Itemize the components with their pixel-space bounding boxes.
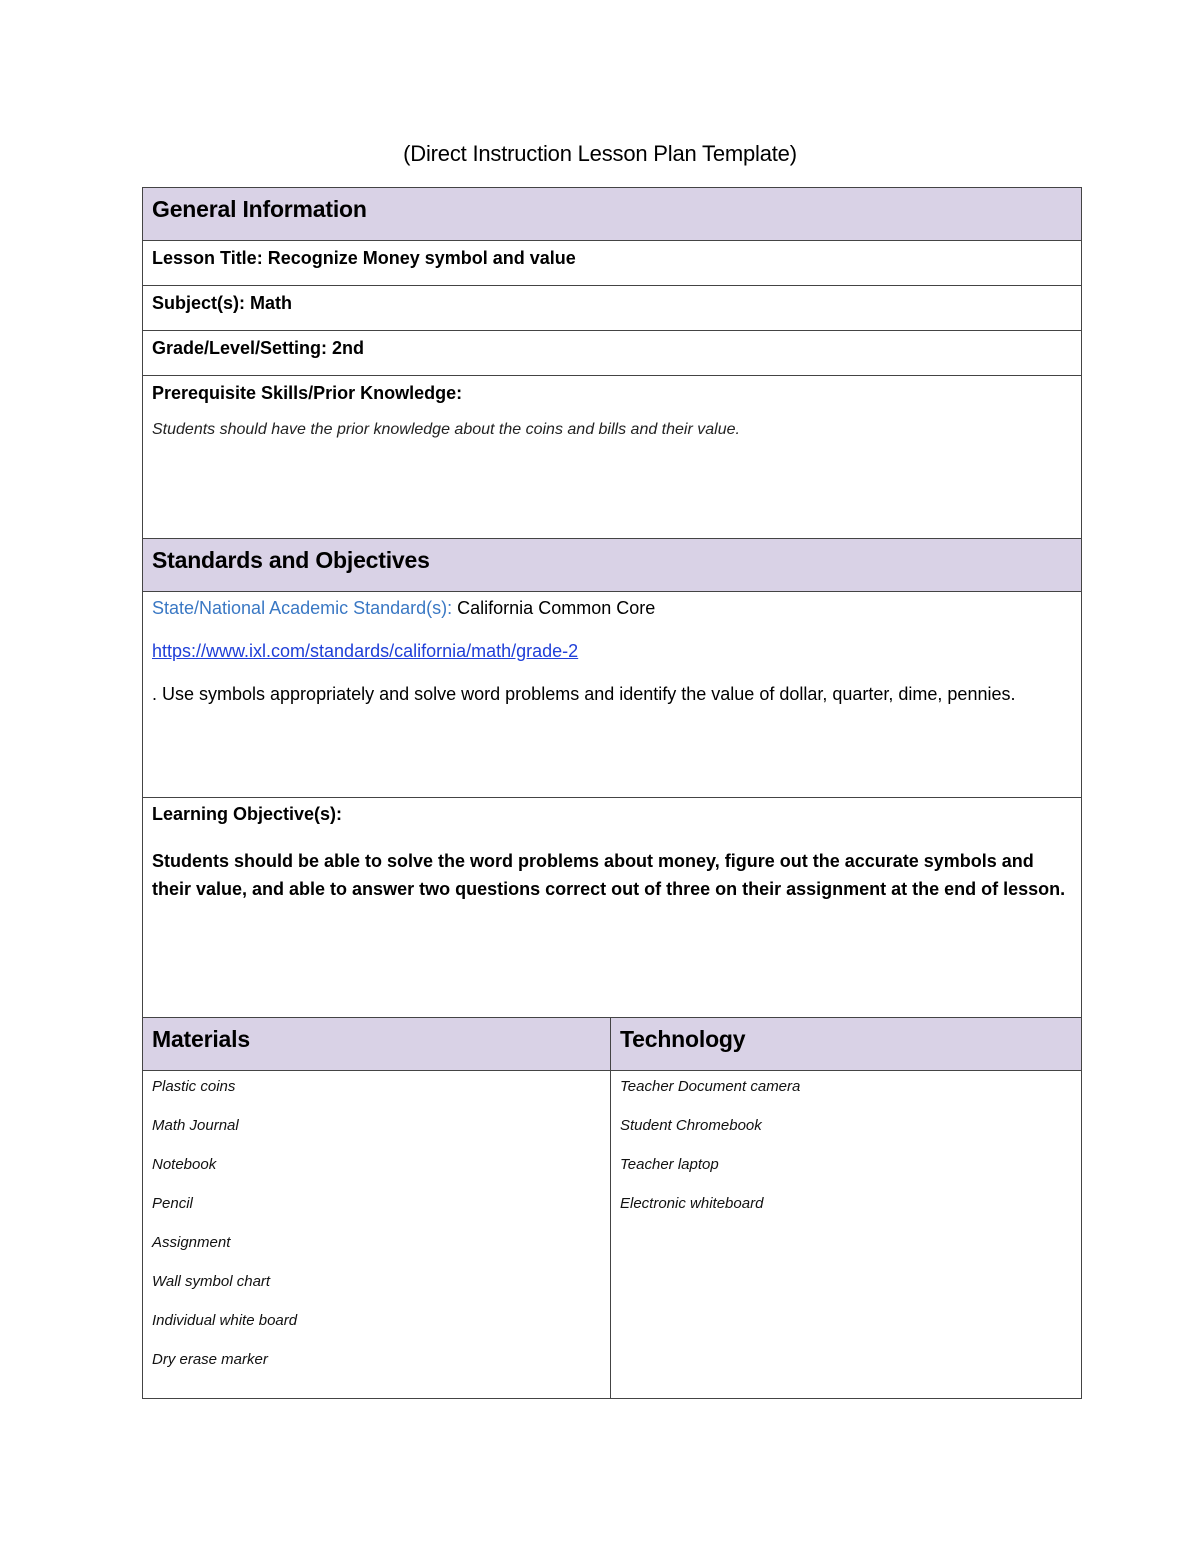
learning-objectives-label: Learning Objective(s): (152, 804, 343, 824)
list-item: Plastic coins (152, 1078, 236, 1095)
list-item: Electronic whiteboard (620, 1195, 764, 1212)
lesson-title: Lesson Title: Recognize Money symbol and value (152, 248, 576, 268)
materials-heading: Materials (152, 1026, 250, 1052)
subjects: Subject(s): Math (152, 293, 293, 313)
page-title: (Direct Instruction Lesson Plan Template) (403, 141, 797, 166)
general-information-header (143, 188, 1082, 241)
list-item: Notebook (152, 1156, 217, 1173)
subjects-row (143, 286, 1082, 331)
prerequisite-label: Prerequisite Skills/Prior Knowledge: (152, 383, 463, 403)
list-item: Teacher Document camera (620, 1078, 801, 1095)
list-item: Dry erase marker (152, 1351, 268, 1368)
prerequisite-row (143, 376, 1082, 539)
learning-objectives-row (143, 798, 1082, 1018)
grade-level-setting: Grade/Level/Setting: 2nd (152, 338, 365, 358)
lesson-plan-table (142, 187, 1082, 1399)
grade-row (143, 331, 1082, 376)
list-item: Student Chromebook (620, 1117, 762, 1134)
technology-header (611, 1018, 1082, 1071)
list-item: Assignment (152, 1234, 231, 1251)
general-information-heading: General Information (152, 196, 367, 222)
standards-link[interactable]: https://www.ixl.com/standards/california/math/grade-2 (152, 641, 579, 661)
list-item: Math Journal (152, 1117, 239, 1134)
technology-heading: Technology (620, 1026, 746, 1052)
standard-line (152, 592, 1072, 619)
standard-description: . Use symbols appropriately and solve word problems and identify the value of dollar, quarter, dime, pennies. (152, 684, 1016, 704)
list-item: Wall symbol chart (152, 1273, 271, 1290)
learning-objectives-value: Students should be able to solve the word problems about money, figure out the accurate symbols and their value, and able to answer two questions correct out of three on their assignment at the end of lesson. (152, 851, 1066, 899)
materials-header (143, 1018, 611, 1071)
technology-list (620, 1071, 1072, 1232)
list-item: Pencil (152, 1195, 193, 1212)
materials-list-cell (143, 1071, 611, 1399)
standards-objectives-header (143, 539, 1082, 592)
standard-label: State/National Academic Standard(s): (152, 598, 453, 618)
standards-row (143, 592, 1082, 798)
list-item: Individual white board (152, 1312, 298, 1329)
technology-list-cell (611, 1071, 1082, 1399)
list-item: Teacher laptop (620, 1156, 719, 1173)
materials-list (152, 1071, 601, 1388)
lesson-title-row (143, 241, 1082, 286)
prerequisite-value: Students should have the prior knowledge about the coins and bills and their value. (152, 421, 740, 438)
standards-objectives-heading: Standards and Objectives (152, 547, 430, 573)
standard-value: California Common Core (452, 598, 656, 618)
